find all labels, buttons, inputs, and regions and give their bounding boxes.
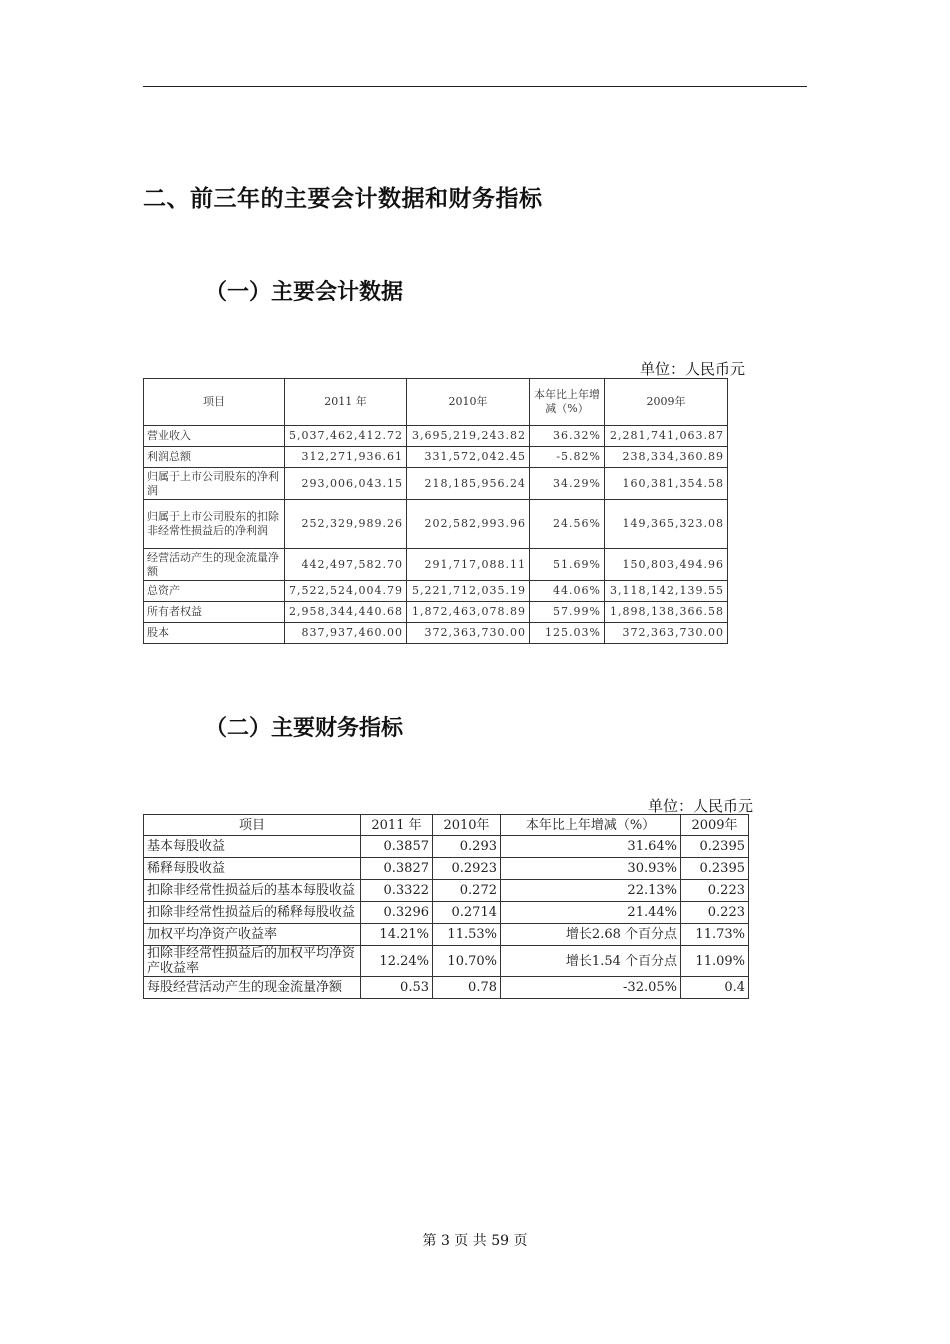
table-row [144,447,728,468]
header-cell: 2011 年 [285,379,407,426]
table-row [144,468,728,500]
row-label: 基本每股收益 [144,836,361,858]
header-cell: 本年比上年增减（%） [501,815,681,836]
row-label: 所有者权益 [144,602,285,623]
row-label: 总资产 [144,581,285,602]
value-cell: 160,381,354.58 [605,468,728,500]
value-cell: 0.3827 [361,858,433,880]
value-cell: 125.03% [530,623,605,644]
value-cell: 372,363,730.00 [407,623,530,644]
value-cell: 11.53% [433,924,501,946]
unit-label-financial: 单位：人民币元 [648,797,754,815]
value-cell: 10.70% [433,946,501,977]
row-label: 加权平均净资产收益率 [144,924,361,946]
row-label: 归属于上市公司股东的扣除非经常性损益后的净利润 [144,500,285,549]
value-cell: 11.73% [681,924,749,946]
header-cell: 2009年 [605,379,728,426]
table-row [144,977,749,999]
value-cell: 0.223 [681,880,749,902]
table-row [144,602,728,623]
row-label: 股本 [144,623,285,644]
value-cell: 1,898,138,366.58 [605,602,728,623]
value-cell: 22.13% [501,880,681,902]
section-heading: 二、前三年的主要会计数据和财务指标 [143,186,543,212]
value-cell: 0.78 [433,977,501,999]
value-cell: 202,582,993.96 [407,500,530,549]
value-cell: 14.21% [361,924,433,946]
subsection-title-financial: （二）主要财务指标 [205,716,404,741]
value-cell: 2,958,344,440.68 [285,602,407,623]
value-cell: 252,329,989.26 [285,500,407,549]
subsection-title-accounting: （一）主要会计数据 [205,280,404,305]
row-label: 稀释每股收益 [144,858,361,880]
value-cell: 24.56% [530,500,605,549]
row-label: 扣除非经常性损益后的加权平均净资产收益率 [144,946,361,977]
value-cell: 372,363,730.00 [605,623,728,644]
value-cell: 51.69% [530,549,605,581]
value-cell: 0.2923 [433,858,501,880]
value-cell: 0.272 [433,880,501,902]
table-row [144,581,728,602]
table-row [144,836,749,858]
row-label: 扣除非经常性损益后的稀释每股收益 [144,902,361,924]
value-cell: 0.3322 [361,880,433,902]
value-cell: 0.2395 [681,836,749,858]
value-cell: 291,717,088.11 [407,549,530,581]
header-cell: 项目 [144,379,285,426]
row-label: 利润总额 [144,447,285,468]
value-cell: 312,271,936.61 [285,447,407,468]
table-row [144,924,749,946]
header-cell: 2010年 [433,815,501,836]
value-cell: 149,365,323.08 [605,500,728,549]
value-cell: 331,572,042.45 [407,447,530,468]
value-cell: 238,334,360.89 [605,447,728,468]
value-cell: 837,937,460.00 [285,623,407,644]
value-cell: 0.223 [681,902,749,924]
value-cell: 0.4 [681,977,749,999]
header-cell: 本年比上年增减（%） [530,379,605,426]
value-cell: 增长2.68 个百分点 [501,924,681,946]
table-row [144,500,728,549]
value-cell: 0.2395 [681,858,749,880]
value-cell: 0.53 [361,977,433,999]
table-row [144,623,728,644]
row-label: 经营活动产生的现金流量净额 [144,549,285,581]
unit-label-accounting: 单位：人民币元 [640,360,746,378]
value-cell: 3,695,219,243.82 [407,426,530,447]
value-cell: 0.293 [433,836,501,858]
value-cell: 12.24% [361,946,433,977]
value-cell: 150,803,494.96 [605,549,728,581]
table-row [144,946,749,977]
financial-indicators-table [143,814,749,999]
header-cell: 2009年 [681,815,749,836]
value-cell: 增长1.54 个百分点 [501,946,681,977]
accounting-data-table [143,378,728,644]
value-cell: 1,872,463,078.89 [407,602,530,623]
value-cell: 57.99% [530,602,605,623]
value-cell: 0.3857 [361,836,433,858]
table-row [144,880,749,902]
value-cell: 5,037,462,412.72 [285,426,407,447]
value-cell: 44.06% [530,581,605,602]
value-cell: 293,006,043.15 [285,468,407,500]
value-cell: 0.2714 [433,902,501,924]
value-cell: 30.93% [501,858,681,880]
table-row [144,549,728,581]
header-cell: 2011 年 [361,815,433,836]
value-cell: 3,118,142,139.55 [605,581,728,602]
value-cell: 34.29% [530,468,605,500]
value-cell: 0.3296 [361,902,433,924]
row-label: 归属于上市公司股东的净利润 [144,468,285,500]
table-row [144,426,728,447]
table-row [144,858,749,880]
row-label: 营业收入 [144,426,285,447]
value-cell: 36.32% [530,426,605,447]
value-cell: 7,522,524,004.79 [285,581,407,602]
value-cell: 21.44% [501,902,681,924]
table-header-row [144,379,728,426]
row-label: 每股经营活动产生的现金流量净额 [144,977,361,999]
header-cell: 项目 [144,815,361,836]
value-cell: 2,281,741,063.87 [605,426,728,447]
page-footer: 第 3 页 共 59 页 [422,1233,528,1249]
header-cell: 2010年 [407,379,530,426]
value-cell: 5,221,712,035.19 [407,581,530,602]
value-cell: -5.82% [530,447,605,468]
row-label: 扣除非经常性损益后的基本每股收益 [144,880,361,902]
value-cell: -32.05% [501,977,681,999]
table-header-row [144,815,749,836]
value-cell: 442,497,582.70 [285,549,407,581]
table-row [144,902,749,924]
header-rule [143,86,807,87]
value-cell: 31.64% [501,836,681,858]
value-cell: 218,185,956.24 [407,468,530,500]
value-cell: 11.09% [681,946,749,977]
